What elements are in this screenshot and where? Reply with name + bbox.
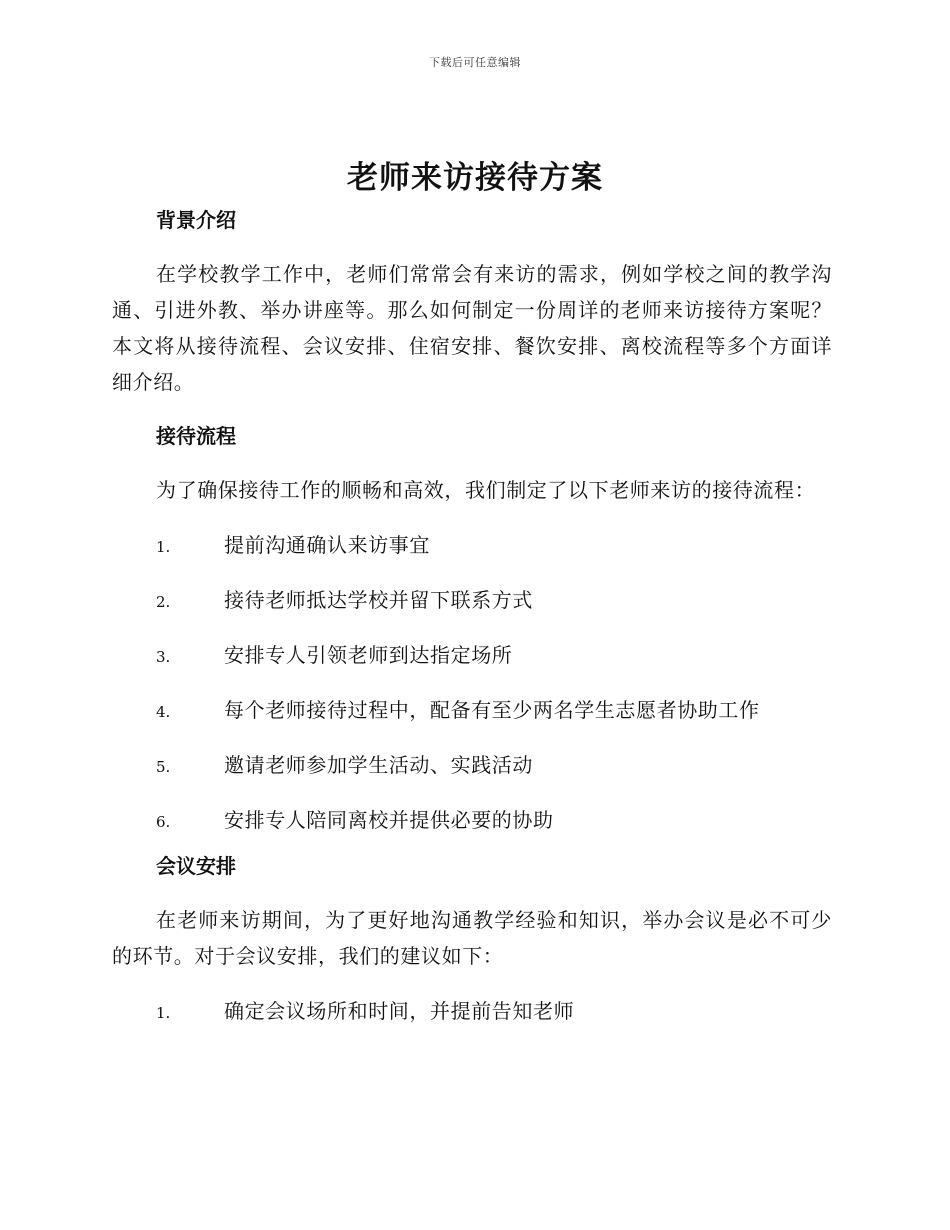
list-item-text: 接待老师抵达学校并留下联系方式 (224, 588, 533, 612)
list-item-number: 6. (156, 813, 171, 831)
list-item (112, 984, 832, 1039)
list-item-text: 安排专人陪同离校并提供必要的协助 (224, 808, 554, 832)
list-item (112, 628, 832, 683)
list-item (112, 793, 832, 848)
list-item-number: 2. (156, 593, 171, 611)
meeting-arrangement-list (112, 984, 832, 1039)
list-item-text: 确定会议场所和时间，并提前告知老师 (224, 999, 575, 1023)
list-item-number: 1. (156, 1004, 171, 1022)
list-item-text: 每个老师接待过程中，配备有至少两名学生志愿者协助工作 (224, 698, 760, 722)
list-item-text: 邀请老师参加学生活动、实践活动 (224, 753, 533, 777)
list-item-number: 4. (156, 703, 171, 721)
list-item-text: 安排专人引领老师到达指定场所 (224, 643, 513, 667)
section-paragraph-background: 在学校教学工作中，老师们常常会有来访的需求，例如学校之间的教学沟通、引进外教、举办讲座等。那么如何制定一份周详的老师来访接待方案呢？本文将从接待流程、会议安排、住宿安排、餐饮安排、离校流程等多个方面详细介绍。 (112, 262, 832, 394)
list-item (112, 518, 832, 573)
list-item (112, 683, 832, 738)
document-title: 老师来访接待方案 (347, 160, 603, 196)
list-item-number: 5. (156, 758, 171, 776)
section-heading-background: 背景介绍 (156, 208, 236, 232)
list-item (112, 738, 832, 793)
section-paragraph-meeting-arrangement: 在老师来访期间，为了更好地沟通教学经验和知识，举办会议是必不可少的环节。对于会议安排，我们的建议如下： (112, 908, 832, 968)
list-item (112, 573, 832, 628)
list-item-number: 1. (156, 538, 171, 556)
document-body (112, 204, 832, 1039)
list-item-number: 3. (156, 648, 171, 666)
section-heading-meeting-arrangement: 会议安排 (156, 854, 236, 878)
list-item-text: 提前沟通确认来访事宜 (224, 533, 430, 557)
reception-process-list (112, 518, 832, 848)
header-note: 下载后可任意编辑 (429, 56, 521, 69)
section-heading-reception-process: 接待流程 (156, 424, 236, 448)
section-paragraph-reception-process: 为了确保接待工作的顺畅和高效，我们制定了以下老师来访的接待流程： (156, 478, 816, 502)
